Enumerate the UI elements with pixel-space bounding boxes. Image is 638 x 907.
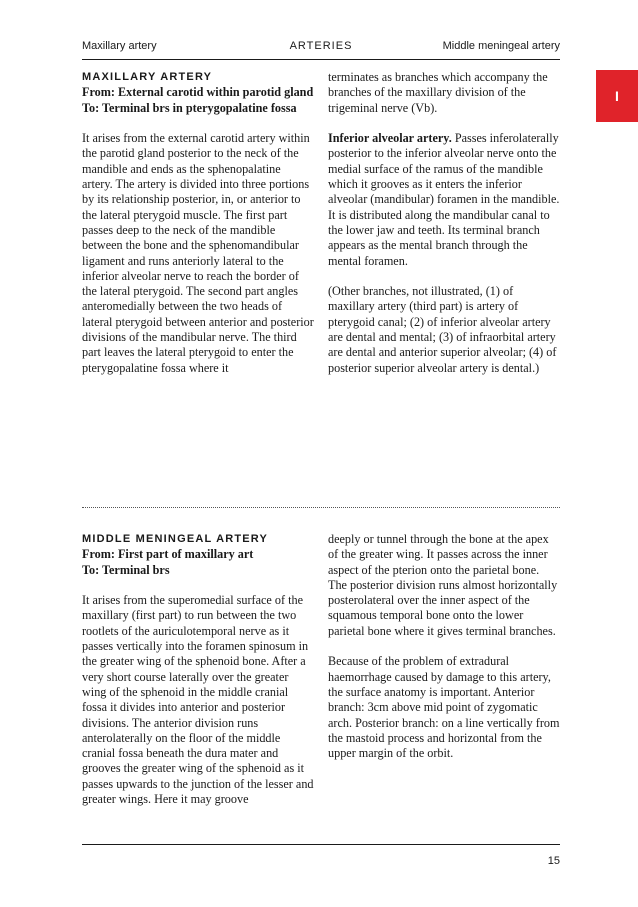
maxillary-left-column [82,70,314,391]
maxillary-description: It arises from the external carotid artery within the parotid gland posterior to the neck of the mandible and ends as the sphenopalatine artery. The artery is divided into three portions by its relationship posterior, in, or anterior to the lateral pterygoid muscle. The first part passes deep to the neck of the mandible between the bone and the sphenomandibular ligament and runs anteriorly lateral to the inferior alveolar nerve to reach the border of the lateral pterygoid. The second part angles anteromedially between the two heads of lateral pterygoid between anterior and posterior divisions of the mandibular nerve. The third part leaves the lateral pterygoid to enter the pterygopalatine fossa where it [82,131,314,375]
meningeal-from: From: First part of maxillary art [82,547,254,562]
running-header [82,40,560,56]
maxillary-right-column [328,70,560,391]
header-rule [82,59,560,60]
inferior-alveolar-text: Passes inferolaterally posterior to the inferior alveolar nerve onto the medial surface of the ramus of the mandible which it grooves as it enters the inferior alveolar (mandibular) foramen in the mandible. It is distributed along the mandibular canal to the lower jaw and teeth. Its terminal branch appears as the mental branch through the mental foramen. [328,131,560,268]
maxillary-title: MAXILLARY ARTERY [82,71,213,83]
meningeal-title: MIDDLE MENINGEAL ARTERY [82,533,269,545]
inferior-alveolar-label: Inferior alveolar artery. [328,131,452,146]
header-right: Middle meningeal artery [442,40,560,52]
meningeal-left-column [82,532,314,823]
maxillary-description-continued: terminates as branches which accompany the branches of the maxillary division of the trigeminal nerve (Vb). [328,70,548,115]
section-divider [82,507,560,508]
surface-anatomy-paragraph: Because of the problem of extradural haemorrhage caused by damage to this artery, the surface anatomy is important. Anterior branch: 3cm above mid point of zygomatic arch. Posterior branch: on a line vertically from the mastoid process and horizontal from the upper margin of the orbit. [328,654,560,761]
section-tab [596,70,638,122]
header-center: ARTERIES [289,40,353,52]
other-branches-paragraph: (Other branches, not illustrated, (1) of maxillary artery (third part) is artery of pterygoid canal; (2) of inferior alveolar artery are dental and mental; (3) of infraorbital artery are dental and anterior superior alveolar; (4) of posterior superior alveolar artery is dental.) [328,284,557,375]
inferior-alveolar-paragraph [328,131,560,269]
meningeal-to: To: Terminal brs [82,562,170,577]
section-tab-label: I [615,88,619,104]
maxillary-to: To: Terminal brs in pterygopalatine fossa [82,100,297,115]
header-left: Maxillary artery [82,40,157,52]
page-number: 15 [547,855,560,867]
meningeal-right-column [328,532,560,777]
meningeal-description: It arises from the superomedial surface of the maxillary (first part) to run between the two rootlets of the auriculotemporal nerve as it passes vertically into the foramen spinosum in the greater wing of the sphenoid bone. After a very short course laterally over the greater wing of the sphenoid in the middle cranial fossa it divides into anterior and posterior divisions. The anterior division runs anterolaterally on the floor of the middle cranial fossa beneath the dura mater and grooves the greater wing of the sphenoid as it passes upwards to the junction of the lesser and greater wings. Here it may groove [82,593,314,807]
meningeal-description-continued: deeply or tunnel through the bone at the apex of the greater wing. It passes across the inner aspect of the pterion onto the parietal bone. The posterior division runs almost horizontally posterolateral over the inner aspect of the squamous temporal bone onto the lower parietal bone where it gives terminal branches. [328,532,558,638]
maxillary-from: From: External carotid within parotid gland [82,85,314,100]
footer-rule [82,844,560,845]
